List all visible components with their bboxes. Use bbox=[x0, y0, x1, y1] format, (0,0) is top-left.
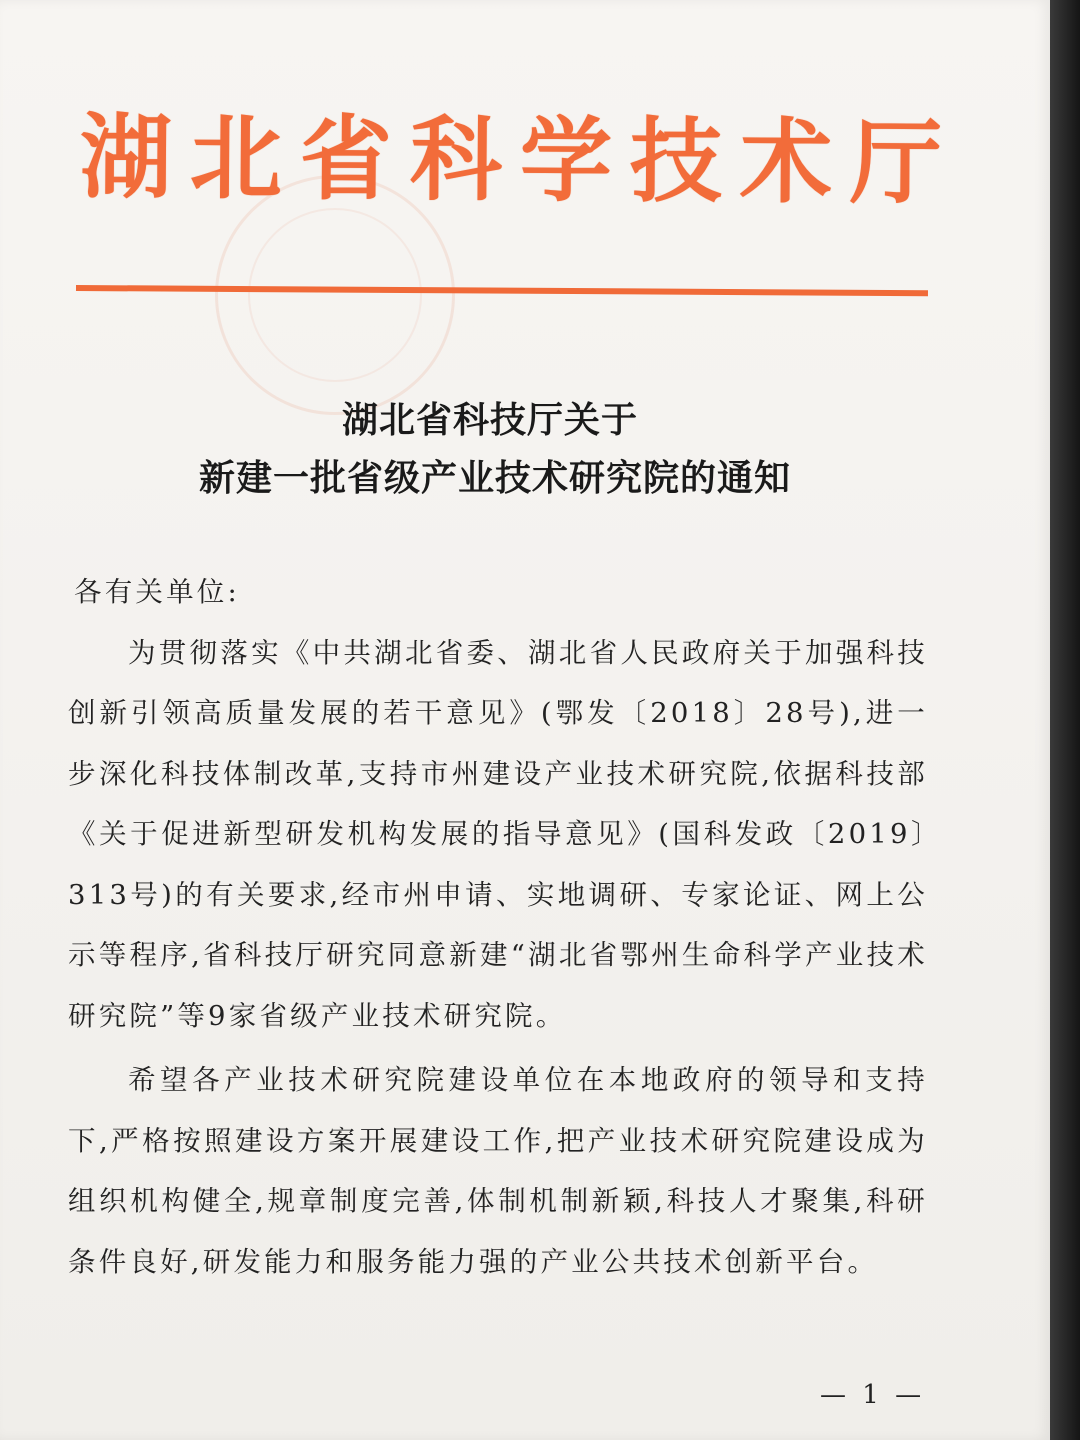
letterhead-red-rule bbox=[76, 285, 928, 296]
body-paragraph-2: 希望各产业技术研究院建设单位在本地政府的领导和支持下,严格按照建设方案开展建设工作,把产业技术研究院建设成为组织机构健全,规章制度完善,体制机制新颖,科技人才聚集,科研条件良好,研发能力和服务能力强的产业公共技术创新平台。 bbox=[68, 1064, 928, 1278]
document-body bbox=[68, 562, 928, 1292]
body-paragraph-1: 为贯彻落实《中共湖北省委、湖北省人民政府关于加强科技创新引领高质量发展的若干意见》(鄂发〔2018〕28号),进一步深化科技体制改革,支持市州建设产业技术研究院,依据科技部《关于促进新型研发机构发展的指导意见》(国科发政〔2019〕313号)的有关要求,经市州申请、实地调研、专家论证、网上公示等程序,省科技厅研究同意新建“湖北省鄂州生命科学产业技术研究院”等9家省级产业技术研究院。 bbox=[68, 636, 928, 1032]
page-number: — 1 — bbox=[820, 1380, 926, 1410]
document-title-line-2: 新建一批省级产业技术研究院的通知 bbox=[198, 457, 791, 499]
background-edge bbox=[1050, 0, 1080, 1440]
document-title-line-1: 湖北省科技厅关于 bbox=[341, 399, 638, 441]
salutation: 各有关单位: bbox=[74, 576, 240, 608]
letterhead-org-name: 湖北省科学技术厅 bbox=[79, 102, 961, 218]
